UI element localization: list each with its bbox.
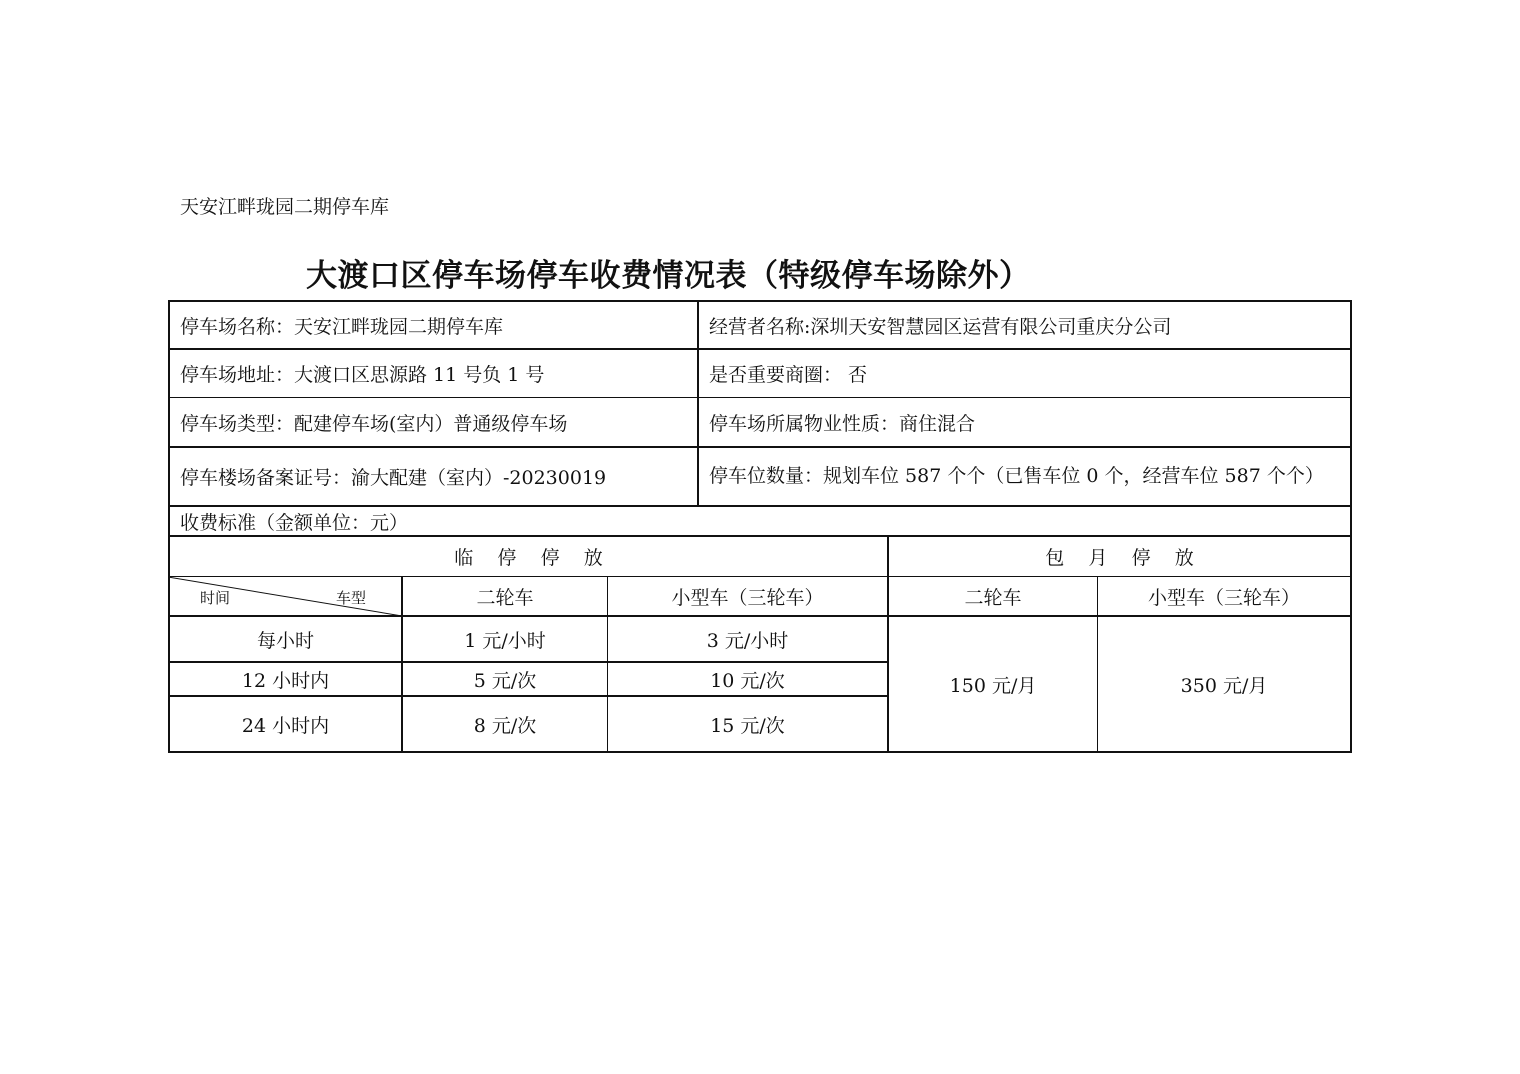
lot-name-caption: 天安江畔珑园二期停车库 xyxy=(180,196,390,218)
lot-type: 停车场类型：配建停车场(室内）普通级停车场 xyxy=(180,412,568,435)
rate-two-wheel-hourly: 1 元/小时 xyxy=(464,629,546,652)
table-border xyxy=(1350,300,1352,753)
row-time-24h: 24 小时内 xyxy=(241,714,330,737)
temp-small-car-header: 小型车（三轮车） xyxy=(671,586,824,609)
lot-address: 停车场地址：大渡口区思源路 11 号负 1 号 xyxy=(180,364,545,386)
fee-standard-label: 收费标准（金额单位：元） xyxy=(180,511,409,534)
property-nature: 停车场所属物业性质：商住混合 xyxy=(709,412,976,435)
parking-spaces: 停车位数量：规划车位 587 个个（已售车位 0 个，经营车位 587 个个） xyxy=(709,465,1324,487)
rate-two-wheel-24h: 8 元/次 xyxy=(473,714,537,737)
row-time-12h: 12 小时内 xyxy=(241,669,330,692)
operator-name: 经营者名称:深圳天安智慧园区运营有限公司重庆分公司 xyxy=(709,315,1172,338)
monthly-rate-small-car: 350 元/月 xyxy=(1180,674,1268,697)
monthly-two-wheel-header: 二轮车 xyxy=(964,586,1022,609)
business-district: 是否重要商圈： 否 xyxy=(709,364,868,386)
monthly-rate-two-wheel: 150 元/月 xyxy=(949,674,1037,697)
filing-number: 停车楼场备案证号：渝大配建（室内）-20230019 xyxy=(180,467,607,489)
monthly-small-car-header: 小型车（三轮车） xyxy=(1147,586,1300,609)
diagonal-time-label: 时间 xyxy=(200,589,231,607)
diagonal-vehicle-label: 车型 xyxy=(336,589,367,607)
lot-name: 停车场名称：天安江畔珑园二期停车库 xyxy=(180,315,504,338)
rate-small-24h: 15 元/次 xyxy=(710,714,785,737)
temp-two-wheel-header: 二轮车 xyxy=(476,586,534,609)
table-border xyxy=(168,751,1352,753)
rate-small-12h: 10 元/次 xyxy=(710,669,785,692)
rate-two-wheel-12h: 5 元/次 xyxy=(473,669,537,692)
document-title: 大渡口区停车场停车收费情况表（特级停车场除外） xyxy=(306,258,1031,294)
rate-small-hourly: 3 元/小时 xyxy=(706,629,789,652)
monthly-parking-header: 包 月 停 放 xyxy=(1045,547,1194,569)
temporary-parking-header: 临 停 停 放 xyxy=(454,547,603,569)
row-time-hourly: 每小时 xyxy=(256,629,314,652)
